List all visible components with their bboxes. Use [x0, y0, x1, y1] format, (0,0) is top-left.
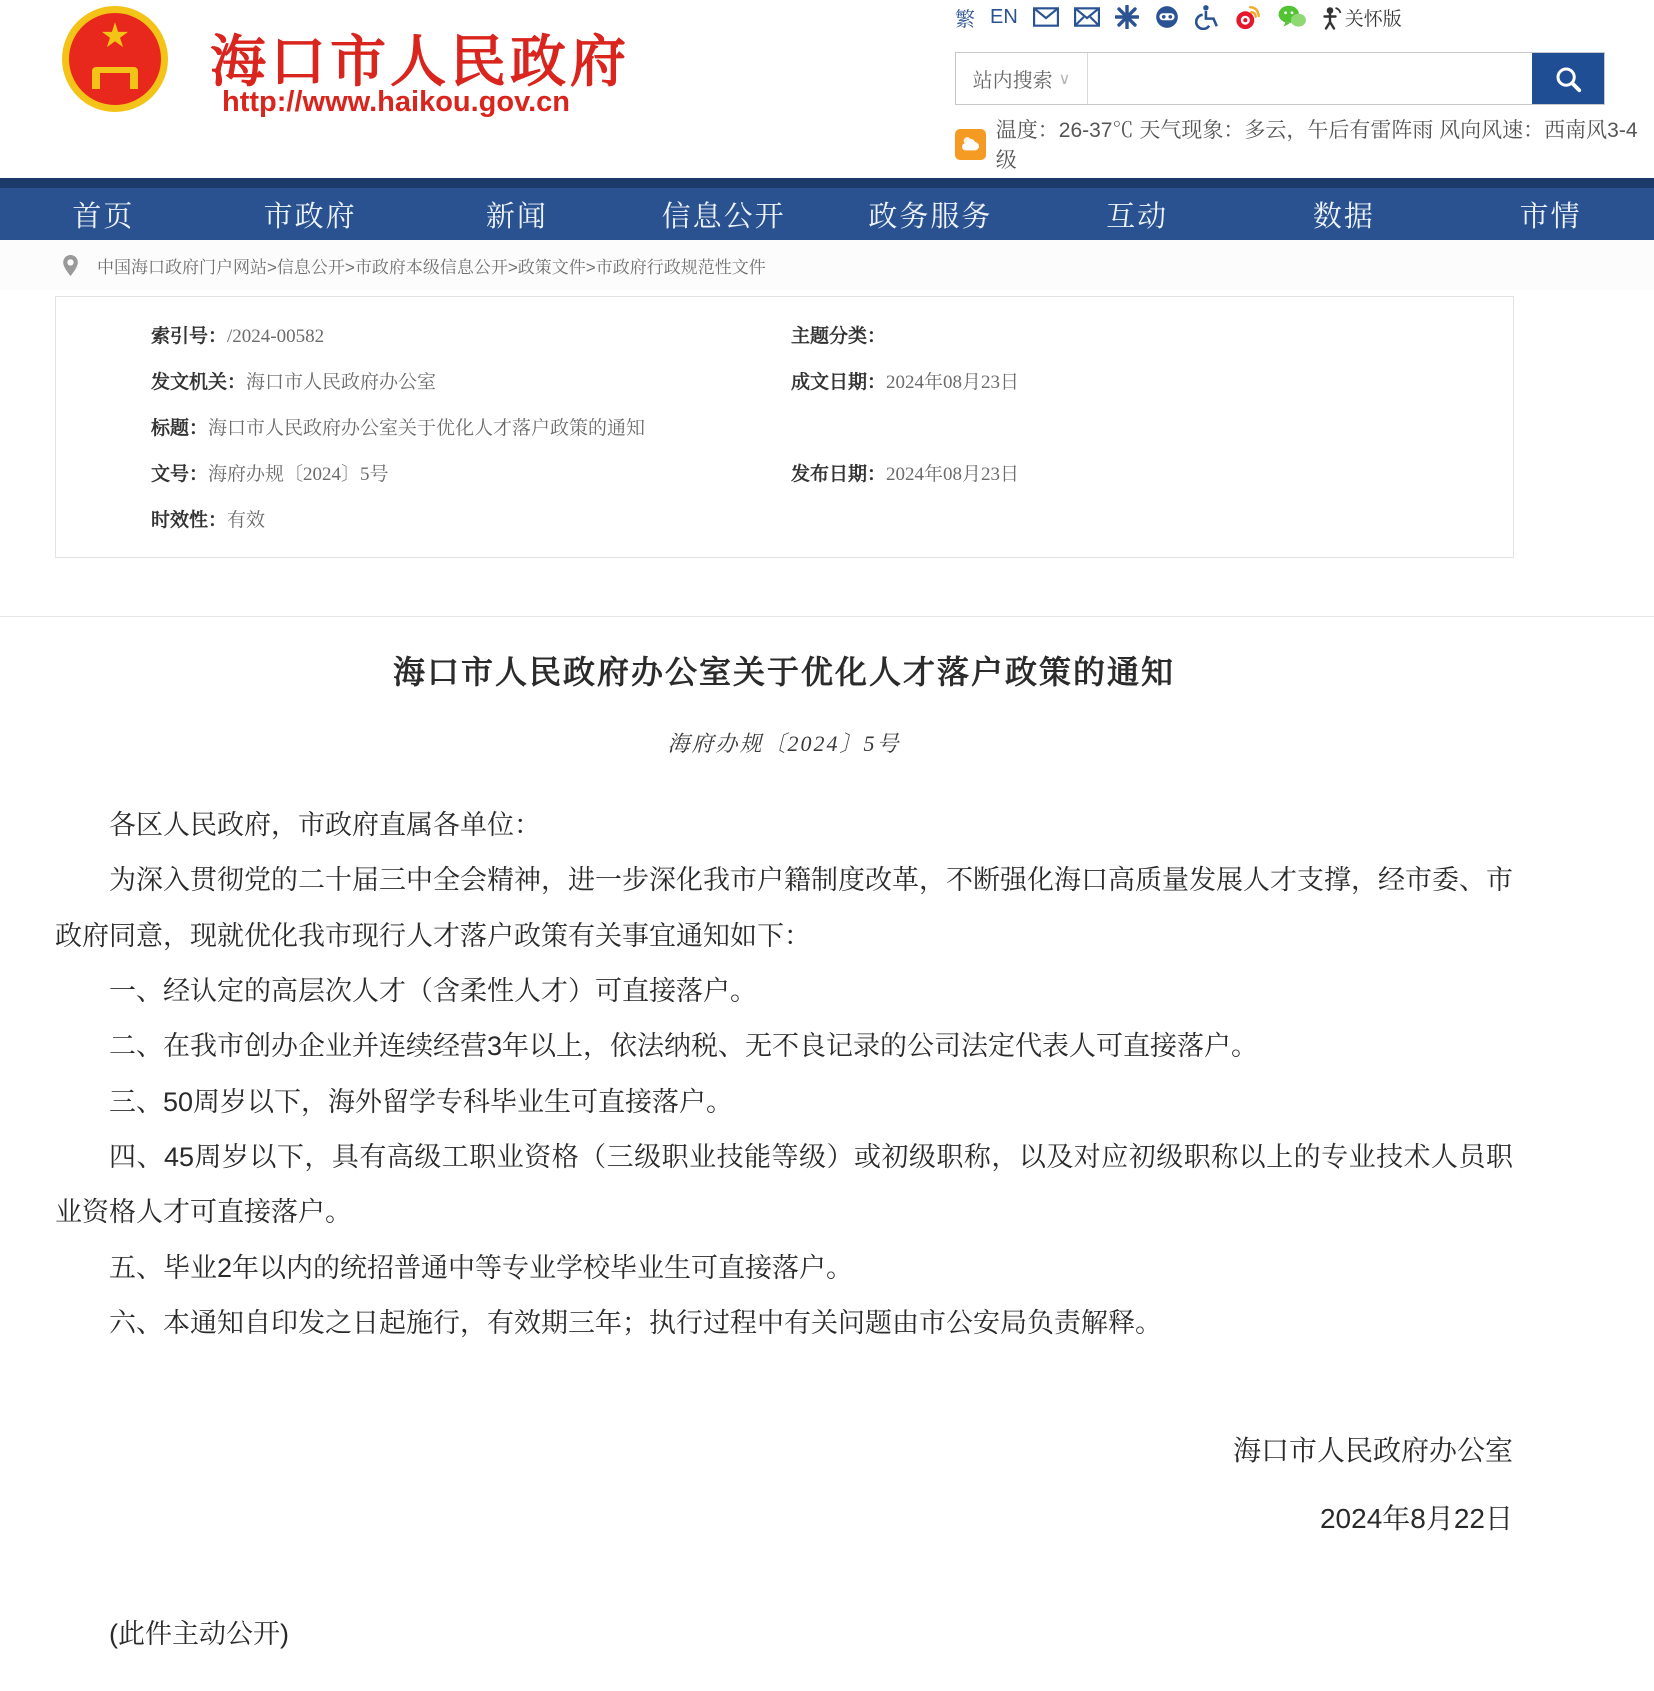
nav-information-disclosure[interactable]: 信息公开 [661, 200, 786, 233]
meta-label-index: 索引号： [151, 325, 228, 347]
utility-bar [955, 2, 1402, 32]
table-row [151, 449, 1513, 495]
site-search [955, 52, 1605, 105]
nav-city-government[interactable]: 市政府 [263, 200, 357, 233]
meta-value-validity: 有效 [227, 509, 266, 531]
mail-icon[interactable] [1033, 7, 1059, 27]
table-row [151, 495, 1513, 541]
search-button[interactable] [1532, 53, 1604, 104]
accessibility-wheelchair-icon[interactable] [1195, 4, 1219, 30]
table-row [151, 403, 1513, 449]
meta-label-validity: 时效性： [151, 509, 228, 531]
search-input[interactable] [1088, 53, 1532, 104]
meta-label-title: 标题： [151, 417, 209, 439]
meta-label-doc-number: 文号： [151, 463, 209, 485]
location-pin-icon [62, 254, 79, 277]
document-body [55, 798, 1513, 1351]
robot-assistant-icon[interactable] [1154, 4, 1180, 30]
meta-label-issuer: 发文机关： [151, 371, 247, 393]
site-title: 海口市人民政府 [210, 30, 630, 93]
nav-city-profile[interactable]: 市情 [1519, 200, 1582, 233]
meta-value-publish-date: 2024年08月23日 [886, 463, 1020, 485]
national-emblem-icon: ★ [62, 6, 168, 112]
site-header [0, 0, 1654, 178]
weather-strip [955, 114, 1654, 174]
wechat-icon[interactable] [1277, 4, 1307, 30]
meta-value-index: /2024-00582 [227, 325, 325, 347]
english-link[interactable]: EN [990, 5, 1018, 28]
document-content [0, 617, 1654, 1691]
signature-date: 2024年8月22日 [1319, 1502, 1513, 1534]
nav-government-services[interactable]: 政务服务 [868, 200, 993, 233]
meta-label-topic: 主题分类： [791, 325, 887, 347]
traditional-chinese-link[interactable]: 繁 [955, 8, 975, 31]
table-row [151, 311, 1513, 357]
document-number: 海府办规〔2024〕5号 [667, 731, 901, 756]
paragraph-item-5: 五、毕业2年以内的统招普通中等专业学校毕业生可直接落户。 [109, 1252, 854, 1283]
site-url[interactable]: http://www.haikou.gov.cn [222, 86, 570, 118]
meta-value-issuer: 海口市人民政府办公室 [246, 371, 437, 393]
mailbox-icon[interactable] [1074, 7, 1100, 27]
paragraph-item-4: 四、45周岁以下，具有高级工职业资格（三级职业技能等级）或初级职称，以及对应初级职称以上的专业技术人员职业资格人才可直接落户。 [55, 1142, 1513, 1228]
nav-news[interactable]: 新闻 [485, 200, 548, 233]
nav-home[interactable]: 首页 [72, 200, 135, 233]
main-nav [0, 178, 1654, 240]
signature-organization: 海口市人民政府办公室 [1232, 1435, 1513, 1467]
page-title: 海口市人民政府办公室关于优化人才落户政策的通知 [392, 654, 1175, 690]
starburst-icon[interactable] [1115, 5, 1139, 29]
paragraph-item-1: 一、经认定的高层次人才（含柔性人才）可直接落户。 [109, 976, 757, 1007]
chevron-down-icon: ∨ [1058, 70, 1071, 88]
paragraph-item-3: 三、50周岁以下，海外留学专科毕业生可直接落户。 [109, 1086, 734, 1117]
breadcrumb[interactable] [0, 240, 1654, 290]
meta-value-doc-number: 海府办规〔2024〕5号 [208, 463, 389, 485]
paragraph-item-6: 六、本通知自印发之日起施行，有效期三年；执行过程中有关问题由市公安局负责解释。 [109, 1308, 1162, 1339]
search-category-select[interactable]: 站内搜索 ∨ [956, 53, 1088, 104]
nav-interaction[interactable]: 互动 [1106, 200, 1169, 233]
nav-data[interactable]: 数据 [1312, 200, 1375, 233]
search-icon [1553, 64, 1583, 94]
care-version-link[interactable]: 关怀版 [1322, 4, 1402, 31]
paragraph-salutation: 各区人民政府，市政府直属各单位： [109, 810, 541, 840]
weibo-icon[interactable] [1234, 4, 1262, 30]
signature-block [55, 1417, 1513, 1551]
breadcrumb-text: 中国海口政府门户网站>信息公开>市政府本级信息公开>政策文件>市政府行政规范性文件 [97, 257, 766, 277]
meta-label-publish-date: 发布日期： [791, 463, 887, 485]
meta-label-written-date: 成文日期： [791, 371, 887, 393]
table-row [151, 357, 1513, 403]
paragraph-item-2: 二、在我市创办企业并连续经营3年以上，依法纳税、无不良记录的公司法定代表人可直接落户。 [109, 1031, 1259, 1062]
document-metadata-table [55, 296, 1514, 558]
paragraph-intro: 为深入贯彻党的二十届三中全会精神，进一步深化我市户籍制度改革，不断强化海口高质量发展人才支撑，经市委、市政府同意，现就优化我市现行人才落户政策有关事宜通知如下： [55, 865, 1513, 951]
weather-text: 温度：26-37℃ 天气现象：多云，午后有雷阵雨 风向风速：西南风3-4级 [995, 119, 1638, 172]
care-person-icon [1322, 5, 1342, 30]
government-logo[interactable] [62, 6, 172, 118]
meta-value-written-date: 2024年08月23日 [886, 371, 1020, 393]
disclosure-note: (此件主动公开) [109, 1618, 289, 1649]
meta-value-title: 海口市人民政府办公室关于优化人才落户政策的通知 [208, 417, 646, 439]
weather-icon [955, 129, 986, 160]
